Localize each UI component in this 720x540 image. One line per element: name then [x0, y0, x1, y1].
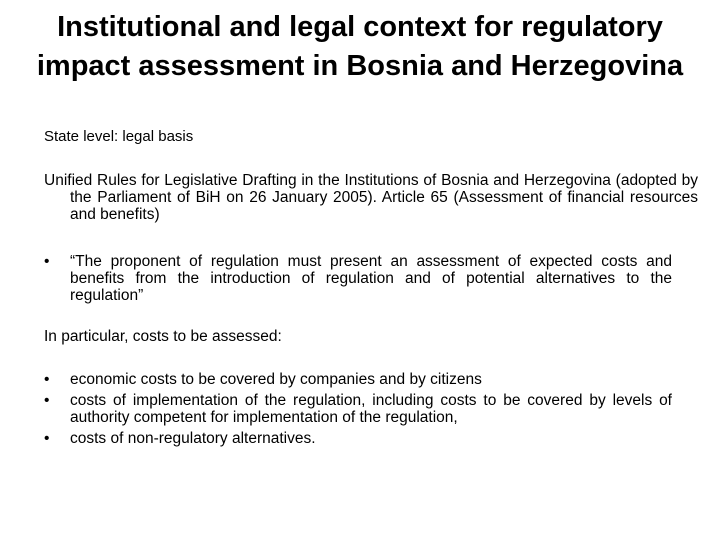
cost-item-text: economic costs to be covered by companies and by citizens [70, 371, 482, 388]
intro-paragraph: Unified Rules for Legislative Drafting in the Institutions of Bosnia and Herzegovina (adopted by the Parliament of BiH on 26 January 2005). Article 65 (Assessment of financial resources and benefits) [44, 172, 698, 223]
bullet-marker: • [44, 371, 50, 388]
bullet-marker: • [44, 392, 50, 409]
cost-item-text: costs of non-regulatory alternatives. [70, 430, 316, 447]
quote-bullet-text: “The proponent of regulation must present an assessment of expected costs and benefits from the introduction of regulation and of potential alternatives to the regulation” [70, 253, 672, 304]
costs-heading: In particular, costs to be assessed: [44, 328, 282, 345]
list-item [44, 371, 672, 388]
cost-items-list [44, 371, 672, 451]
cost-item-text: costs of implementation of the regulation, including costs to be covered by levels of authority competent for implementation of the regulation, [70, 392, 672, 426]
bullet-marker: • [44, 253, 50, 270]
slide-title: Institutional and legal context for regulatory impact assessment in Bosnia and Herzegovina [36, 11, 684, 82]
bullet-marker: • [44, 430, 50, 447]
slide-subtitle: State level: legal basis [44, 128, 194, 145]
quote-bullet [44, 253, 672, 304]
list-item [44, 392, 672, 426]
list-item [44, 430, 672, 447]
